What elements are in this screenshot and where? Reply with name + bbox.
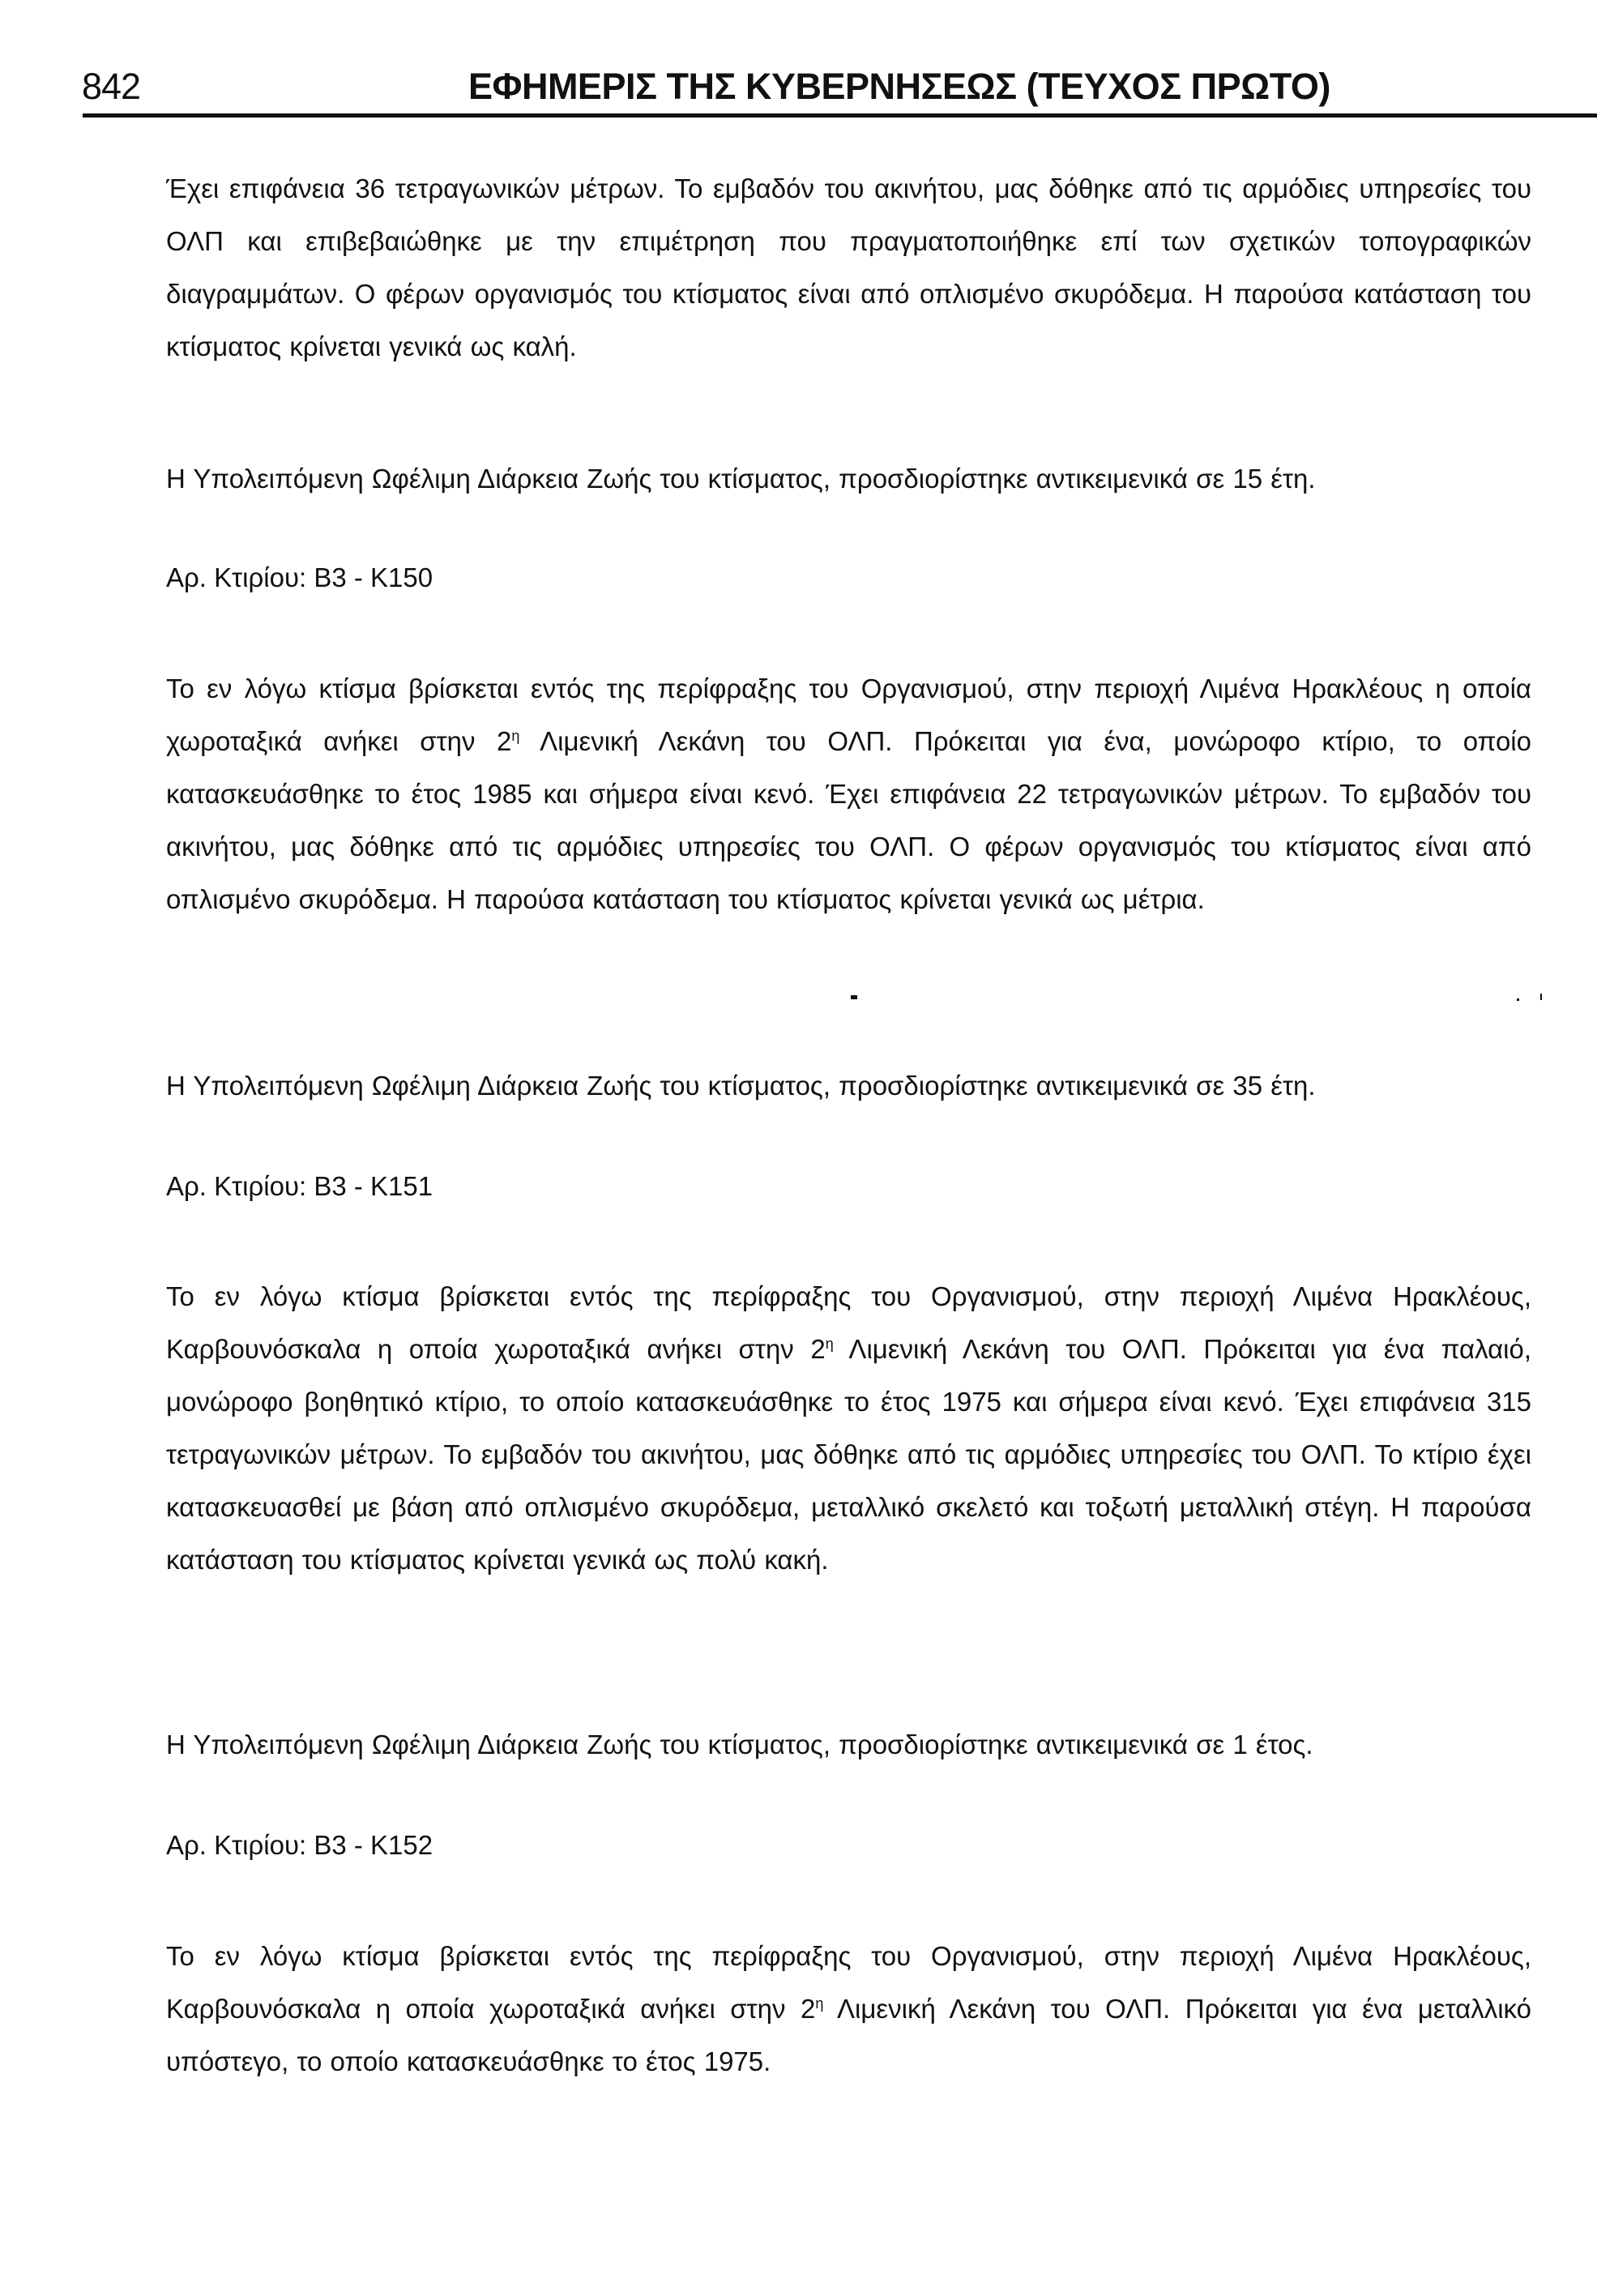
running-title: ΕΦΗΜΕΡΙΣ ΤΗΣ ΚΥΒΕΡΝΗΣΕΩΣ (ΤΕΥΧΟΣ ΠΡΩΤΟ): [468, 66, 1330, 107]
page-number: 842: [82, 66, 141, 107]
description-text-part1: Το εν λόγω κτίσμα βρίσκεται εντός της περίφραξης του Οργανισμού, στην περιοχή Λιμένα Ηρακλέους, Καρβουνόσκαλα η οποία χωροταξικά ανήκει στην 2: [166, 1941, 1531, 2024]
ordinal-superscript: η: [815, 1995, 824, 2012]
building-id-heading: Αρ. Κτιρίου: B3 - K152: [166, 1830, 433, 1860]
useful-life-statement: Η Υπολειπόμενη Ωφέλιμη Διάρκεια Ζωής του κτίσματος, προσδιορίστηκε αντικειμενικά σε 35 έτη.: [166, 1071, 1316, 1101]
useful-life-statement: Η Υπολειπόμενη Ωφέλιμη Διάρκεια Ζωής του κτίσματος, προσδιορίστηκε αντικειμενικά σε 15 έτη.: [166, 464, 1316, 494]
description-text-part2: Λιμενική Λεκάνη του ΟΛΠ. Πρόκειται για ένα, μονώροφο κτίριο, το οποίο κατασκευάσθηκε το έτος 1985 και σήμερα είναι κενό. Έχει επιφάνεια 22 τετραγωνικών μέτρων. Το εμβαδόν του ακινήτου, μας δόθηκε από τις αρμόδιες υπηρεσίες του ΟΛΠ. Ο φέρων οργανισμός του κτίσματος είναι από οπλισμένο σκυρόδεμα. Η παρούσα κατάσταση του κτίσματος κρίνεται γενικά ως μέτρια.: [166, 726, 1531, 914]
useful-life-statement: Η Υπολειπόμενη Ωφέλιμη Διάρκεια Ζωής του κτίσματος, προσδιορίστηκε αντικειμενικά σε 1 έτος.: [166, 1729, 1313, 1759]
ordinal-superscript: η: [511, 728, 520, 744]
building-description: [166, 662, 1531, 926]
ordinal-superscript: η: [825, 1336, 834, 1352]
header-rule: [83, 113, 1597, 118]
building-id-heading: Αρ. Κτιρίου: B3 - K151: [166, 1171, 433, 1201]
paragraph-continuation: Έχει επιφάνεια 36 τετραγωνικών μέτρων. Το εμβαδόν του ακινήτου, μας δόθηκε από τις αρμόδιες υπηρεσίες του ΟΛΠ και επιβεβαιώθηκε με την επιμέτρηση που πραγματοποιήθηκε επί των σχετικών τοπογραφικών διαγραμμάτων. Ο φέρων οργανισμός του κτίσματος είναι από οπλισμένο σκυρόδεμα. Η παρούσα κατάσταση του κτίσματος κρίνεται γενικά ως καλή.: [166, 173, 1531, 361]
building-description: [166, 1270, 1531, 1586]
building-id-heading: Αρ. Κτιρίου: B3 - K150: [166, 562, 433, 592]
description-text-part2: Λιμενική Λεκάνη του ΟΛΠ. Πρόκειται για ένα παλαιό, μονώροφο βοηθητικό κτίριο, το οποίο κατασκευάσθηκε το έτος 1975 και σήμερα είναι κενό. Έχει επιφάνεια 315 τετραγωνικών μέτρων. Το εμβαδόν του ακινήτου, μας δόθηκε από τις αρμόδιες υπηρεσίες του ΟΛΠ. Το κτίριο έχει κατασκευασθεί με βάση από οπλισμένο σκυρόδεμα, μεταλλικό σκελετό και τοξωτή μεταλλική στέγη. Η παρούσα κατάσταση του κτίσματος κρίνεται γενικά ως πολύ κακή.: [166, 1334, 1531, 1575]
description-text-part2: Λιμενική Λεκάνη του ΟΛΠ. Πρόκειται για ένα μεταλλικό υπόστεγο, το οποίο κατασκευάσθηκε το έτος 1975.: [166, 1994, 1532, 2076]
description-text-part1: Το εν λόγω κτίσμα βρίσκεται εντός της περίφραξης του Οργανισμού, στην περιοχή Λιμένα Ηρακλέους η οποία χωροταξικά ανήκει στην 2: [166, 673, 1531, 756]
description-text-part1: Το εν λόγω κτίσμα βρίσκεται εντός της περίφραξης του Οργανισμού, στην περιοχή Λιμένα Ηρακλέους, Καρβουνόσκαλα η οποία χωροταξικά ανήκει στην 2: [166, 1281, 1531, 1364]
scan-speck: [851, 995, 857, 999]
scan-speck: [1540, 994, 1542, 1000]
building-description: [166, 1930, 1531, 2088]
scan-speck: [1517, 998, 1519, 1001]
